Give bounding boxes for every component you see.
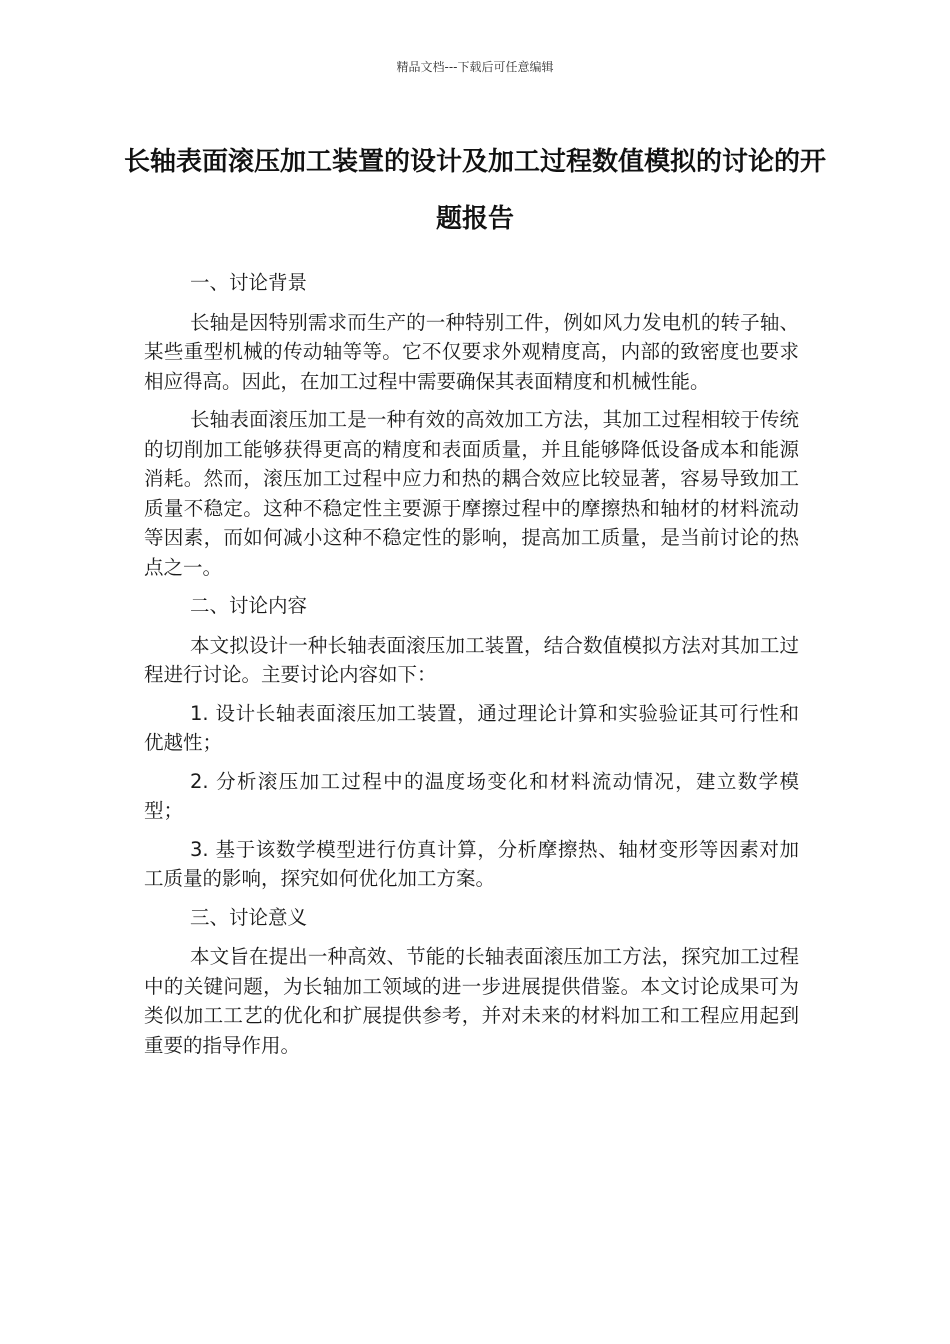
document-title: 长轴表面滚压加工装置的设计及加工过程数值模拟的讨论的开题报告 bbox=[123, 147, 826, 234]
page-header: 精品文档---下载后可任意编辑 bbox=[396, 60, 554, 74]
paragraph: 长轴表面滚压加工是一种有效的高效加工方法，其加工过程相较于传统的切削加工能够获得更高的精度和表面质量，并且能够降低设备成本和能源消耗。然而，滚压加工过程中应力和热的耦合效应比较显著，容易导致加工质量不稳定。这种不稳定性主要源于摩擦过程中的摩擦热和轴材的材料流动等因素，而如何减小这种不稳定性的影响，提高加工质量，是当前讨论的热点之一。 bbox=[144, 408, 799, 579]
section-heading-content: 二、讨论内容 bbox=[190, 594, 308, 617]
list-item: 3. 基于该数学模型进行仿真计算，分析摩擦热、轴材变形等因素对加工质量的影响，探究如何优化加工方案。 bbox=[144, 837, 799, 890]
section-heading-significance: 三、讨论意义 bbox=[190, 905, 308, 929]
document-body bbox=[144, 268, 799, 1069]
paragraph: 本文拟设计一种长轴表面滚压加工装置，结合数值模拟方法对其加工过程进行讨论。主要讨论内容如下： bbox=[144, 633, 799, 686]
list-item: 2. 分析滚压加工过程中的温度场变化和材料流动情况，建立数学模型； bbox=[144, 769, 799, 822]
list-item: 1. 设计长轴表面滚压加工装置，通过理论计算和实验验证其可行性和优越性； bbox=[144, 701, 799, 754]
paragraph: 长轴是因特别需求而生产的一种特别工件，例如风力发电机的转子轴、某些重型机械的传动轴等等。它不仅要求外观精度高，内部的致密度也要求相应得高。因此，在加工过程中需要确保其表面精度和机械性能。 bbox=[144, 310, 799, 393]
section-heading-background: 一、讨论背景 bbox=[190, 271, 308, 294]
paragraph: 本文旨在提出一种高效、节能的长轴表面滚压加工方法，探究加工过程中的关键问题，为长轴加工领域的进一步进展提供借鉴。本文讨论成果可为类似加工工艺的优化和扩展提供参考，并对未来的材料加工和工程应用起到重要的指导作用。 bbox=[144, 945, 799, 1057]
